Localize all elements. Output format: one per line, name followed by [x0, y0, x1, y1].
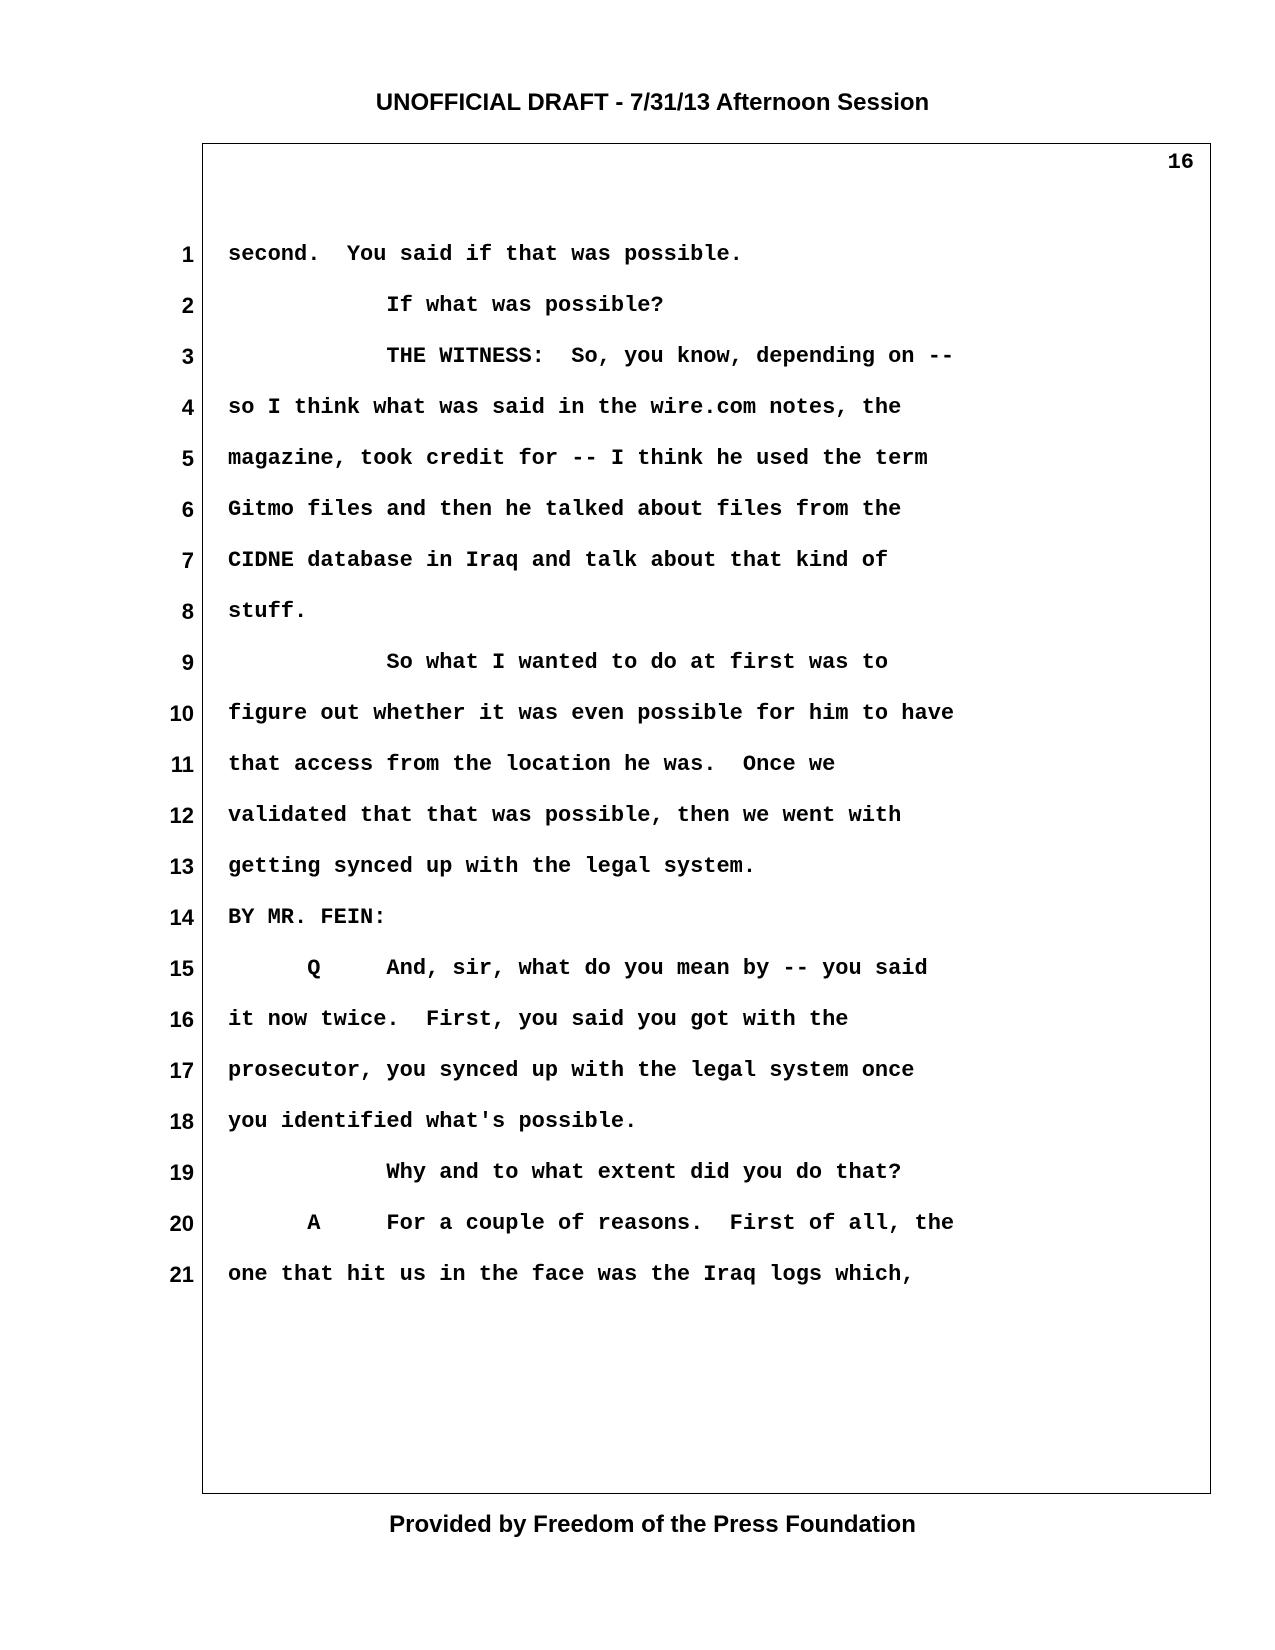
line-number: 7 — [181, 548, 194, 573]
transcript-line-text: one that hit us in the face was the Iraq logs which, — [228, 1262, 915, 1287]
transcript-line-text: getting synced up with the legal system. — [228, 854, 757, 879]
transcript-line-text: stuff. — [228, 599, 308, 624]
transcript-line-text: THE WITNESS: So, you know, depending on -- — [228, 344, 955, 369]
line-number: 11 — [170, 752, 194, 777]
line-number: 16 — [169, 1007, 194, 1032]
line-number: 19 — [169, 1160, 194, 1185]
transcript-line-text: figure out whether it was even possible for him to have — [228, 701, 955, 726]
transcript-line-text: validated that that was possible, then we went with — [228, 803, 902, 828]
line-number: 12 — [169, 803, 194, 828]
line-number: 8 — [181, 599, 194, 624]
transcript-line-text: So what I wanted to do at first was to — [228, 650, 889, 675]
line-number: 10 — [169, 701, 194, 726]
transcript-line-text: If what was possible? — [228, 293, 664, 318]
line-number: 18 — [169, 1109, 194, 1134]
line-number: 9 — [181, 650, 194, 675]
line-number: 4 — [181, 395, 194, 420]
transcript-line-text: CIDNE database in Iraq and talk about that kind of — [228, 548, 889, 573]
transcript-line-text: prosecutor, you synced up with the legal system once — [228, 1058, 915, 1083]
line-number: 6 — [181, 497, 194, 522]
transcript-line-text: second. You said if that was possible. — [228, 242, 743, 267]
page-header-title: UNOFFICIAL DRAFT - 7/31/13 Afternoon Session — [375, 89, 930, 116]
transcript-line-text: it now twice. First, you said you got with the — [228, 1007, 849, 1032]
transcript-line-text: that access from the location he was. Once we — [228, 752, 836, 777]
transcript-line-text: so I think what was said in the wire.com notes, the — [228, 395, 902, 420]
transcript-line-text: magazine, took credit for -- I think he used the term — [228, 446, 928, 471]
transcript-line-text: BY MR. FEIN: — [228, 905, 387, 930]
transcript-line-text: Gitmo files and then he talked about files from the — [228, 497, 902, 522]
line-number: 13 — [169, 854, 194, 879]
transcript-line-text: Why and to what extent did you do that? — [228, 1160, 902, 1185]
page-footer: Provided by Freedom of the Press Foundation — [389, 1511, 916, 1538]
line-number: 2 — [181, 293, 194, 318]
line-number: 14 — [169, 905, 194, 930]
transcript-line-text: A For a couple of reasons. First of all, the — [228, 1211, 955, 1236]
line-number: 17 — [169, 1058, 194, 1083]
line-number: 3 — [181, 344, 194, 369]
line-number: 5 — [181, 446, 194, 471]
page-number: 16 — [1167, 150, 1194, 175]
transcript-line-text: you identified what's possible. — [228, 1109, 638, 1134]
line-number: 21 — [169, 1262, 194, 1287]
line-number: 20 — [169, 1211, 194, 1236]
line-number: 1 — [181, 242, 194, 267]
line-number: 15 — [169, 956, 194, 981]
transcript-line-text: Q And, sir, what do you mean by -- you said — [228, 956, 928, 981]
